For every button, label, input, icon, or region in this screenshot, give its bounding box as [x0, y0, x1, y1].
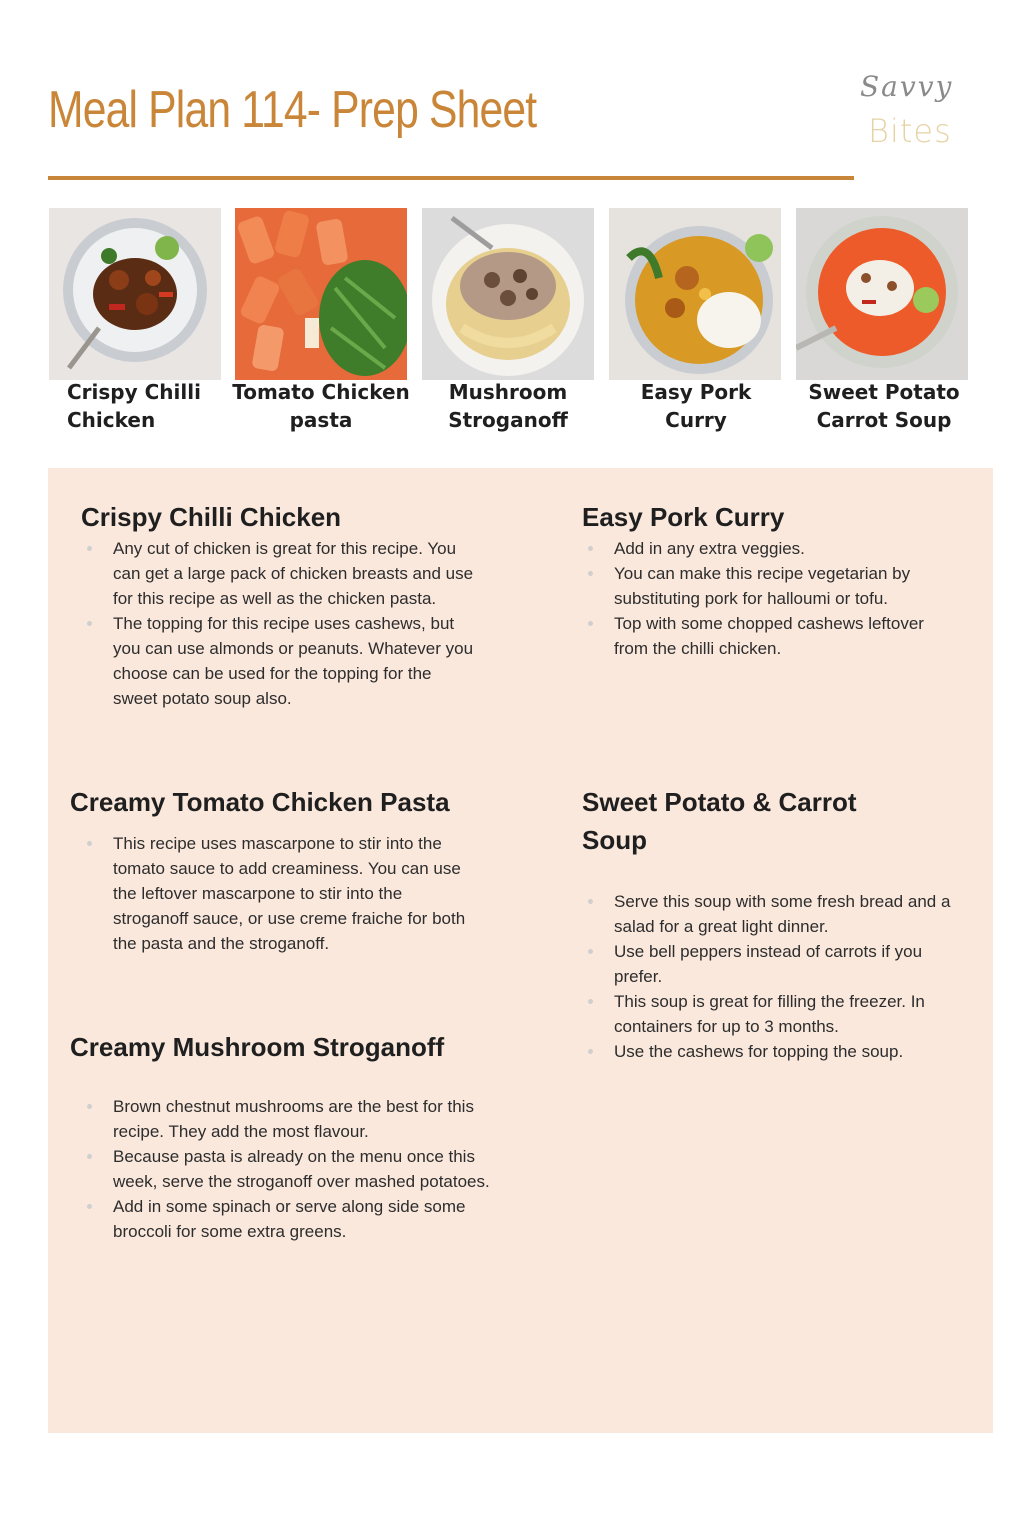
easy-pork-curry-photo [609, 208, 781, 380]
recipe-caption: Easy Pork Curry [640, 380, 752, 432]
list-item: This recipe uses mascarpone to stir into the tomato sauce to add creaminess. You can use the leftover mascarpone to stir into the stroganoff sauce, or use creme fraiche for both the pasta and the stroganoff. [81, 831, 476, 956]
section-creamy-mushroom-stroganoff [70, 1028, 510, 1244]
page-title: Meal Plan 114- Prep Sheet [48, 81, 537, 139]
list-item: Any cut of chicken is great for this recipe. You can get a large pack of chicken breasts and use for this recipe as well as the chicken pasta. [81, 536, 476, 611]
list-item: Use bell peppers instead of carrots if you prefer. [582, 939, 962, 989]
list-item: The topping for this recipe uses cashews, but you can use almonds or peanuts. Whatever you choose can be used for the topping for the sweet potato soup also. [81, 611, 476, 711]
recipe-caption: Crispy Chilli Chicken [67, 380, 201, 432]
title-underline [48, 176, 854, 180]
section-title: Creamy Mushroom Stroganoff [70, 1032, 445, 1062]
recipe-caption: Tomato Chicken pasta [232, 380, 410, 432]
section-creamy-tomato-chicken-pasta [70, 783, 476, 956]
list-item: This soup is great for filling the freezer. In containers for up to 3 months. [582, 989, 962, 1039]
list-item: Brown chestnut mushrooms are the best for this recipe. They add the most flavour. [81, 1094, 510, 1144]
sweet-potato-carrot-soup-photo [796, 208, 968, 380]
list-item: Serve this soup with some fresh bread and a salad for a great light dinner. [582, 889, 962, 939]
list-item: You can make this recipe vegetarian by substituting pork for halloumi or tofu. [582, 561, 962, 611]
notes-panel [48, 468, 993, 1433]
crispy-chilli-chicken-photo [49, 208, 221, 380]
list-item: Add in some spinach or serve along side some broccoli for some extra greens. [81, 1194, 510, 1244]
section-crispy-chilli-chicken [81, 498, 476, 711]
recipe-caption: Mushroom Stroganoff [448, 380, 568, 432]
brand-logo [846, 66, 966, 158]
section-sweet-potato-carrot-soup [582, 783, 962, 1064]
section-title: Easy Pork Curry [582, 502, 785, 532]
section-title: Crispy Chilli Chicken [81, 502, 342, 532]
section-title: Creamy Tomato Chicken Pasta [70, 787, 450, 817]
recipe-caption: Sweet Potato Carrot Soup [808, 380, 960, 432]
list-item: Top with some chopped cashews leftover from the chilli chicken. [582, 611, 962, 661]
list-item: Because pasta is already on the menu once this week, serve the stroganoff over mashed potatoes. [81, 1144, 510, 1194]
list-item: Use the cashews for topping the soup. [582, 1039, 962, 1064]
section-easy-pork-curry [582, 498, 962, 661]
mushroom-stroganoff-photo [422, 208, 594, 380]
list-item: Add in any extra veggies. [582, 536, 962, 561]
logo-word: Bites [868, 112, 952, 150]
section-title: Sweet Potato & Carrot Soup [582, 787, 857, 855]
tomato-chicken-pasta-photo [235, 208, 407, 380]
logo-script: Savvy [860, 70, 954, 103]
